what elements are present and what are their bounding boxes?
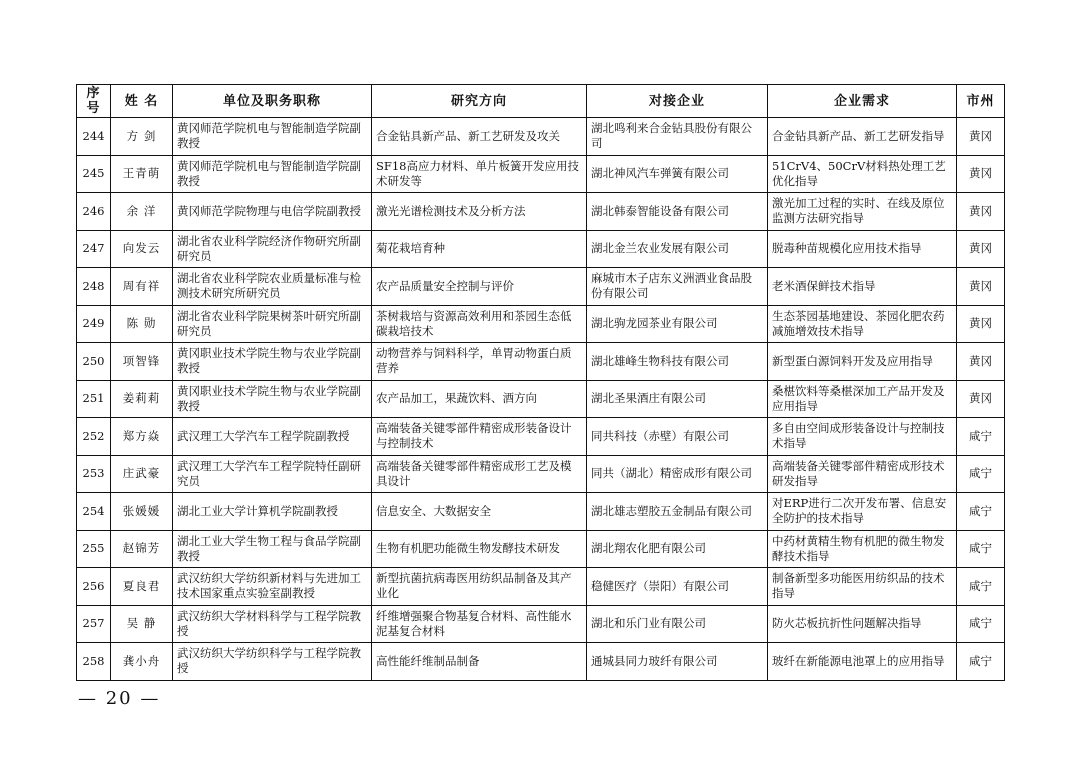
- cell-unit: 黄冈职业技术学院生物与农业学院副教授: [173, 380, 372, 418]
- cell-name: 王青萌: [111, 155, 173, 193]
- cell-name: 吴 静: [111, 605, 173, 643]
- cell-direction: 茶树栽培与资源高效利用和茶园生态低碳栽培技术: [372, 305, 587, 343]
- cell-enterprise: 湖北和乐门业有限公司: [587, 605, 768, 643]
- cell-enterprise: 湖北圣果酒庄有限公司: [587, 380, 768, 418]
- header-need: 企业需求: [768, 85, 957, 118]
- cell-direction: 动物营养与饲料科学，单胃动物蛋白质营养: [372, 343, 587, 381]
- cell-need: 新型蛋白源饲料开发及应用指导: [768, 343, 957, 381]
- table-row: [77, 493, 1005, 531]
- cell-city: 咸宁: [957, 643, 1005, 681]
- table-row: [77, 380, 1005, 418]
- cell-city: 黄冈: [957, 193, 1005, 231]
- cell-enterprise: 通城县同力玻纤有限公司: [587, 643, 768, 681]
- cell-unit: 武汉纺织大学纺织科学与工程学院教授: [173, 643, 372, 681]
- cell-enterprise: 湖北翔农化肥有限公司: [587, 530, 768, 568]
- cell-unit: 黄冈职业技术学院生物与农业学院副教授: [173, 343, 372, 381]
- cell-city: 咸宁: [957, 530, 1005, 568]
- cell-unit: 武汉理工大学汽车工程学院副教授: [173, 418, 372, 456]
- table-row: [77, 230, 1005, 268]
- page-number: — 20 —: [78, 688, 161, 709]
- cell-no: 248: [77, 268, 111, 306]
- cell-no: 255: [77, 530, 111, 568]
- cell-name: 庄武豪: [111, 455, 173, 493]
- cell-need: 防火芯板抗折性问题解决指导: [768, 605, 957, 643]
- cell-unit: 黄冈师范学院物理与电信学院副教授: [173, 193, 372, 231]
- cell-unit: 武汉理工大学汽车工程学院特任副研究员: [173, 455, 372, 493]
- cell-need: 高端装备关键零部件精密成形技术研发指导: [768, 455, 957, 493]
- cell-need: 对ERP进行二次开发布署、信息安全防护的技术指导: [768, 493, 957, 531]
- cell-no: 251: [77, 380, 111, 418]
- cell-unit: 武汉纺织大学纺织新材料与先进加工技术国家重点实验室副教授: [173, 568, 372, 606]
- cell-unit: 武汉纺织大学材料科学与工程学院教授: [173, 605, 372, 643]
- cell-name: 龚小舟: [111, 643, 173, 681]
- cell-need: 合金钻具新产品、新工艺研发指导: [768, 118, 957, 156]
- cell-city: 黄冈: [957, 343, 1005, 381]
- cell-unit: 湖北工业大学生物工程与食品学院副教授: [173, 530, 372, 568]
- cell-city: 咸宁: [957, 605, 1005, 643]
- cell-city: 黄冈: [957, 230, 1005, 268]
- cell-name: 陈 勋: [111, 305, 173, 343]
- cell-need: 激光加工过程的实时、在线及原位监测方法研究指导: [768, 193, 957, 231]
- cell-city: 黄冈: [957, 380, 1005, 418]
- cell-unit: 湖北省农业科学院果树茶叶研究所副研究员: [173, 305, 372, 343]
- cell-name: 余 洋: [111, 193, 173, 231]
- cell-name: 夏良君: [111, 568, 173, 606]
- cell-name: 方 剑: [111, 118, 173, 156]
- table-row: [77, 155, 1005, 193]
- cell-need: 桑椹饮料等桑椹深加工产品开发及应用指导: [768, 380, 957, 418]
- cell-city: 咸宁: [957, 455, 1005, 493]
- cell-direction: 高性能纤维制品制备: [372, 643, 587, 681]
- expert-matching-table: [76, 84, 1005, 681]
- cell-enterprise: 湖北驹龙园茶业有限公司: [587, 305, 768, 343]
- cell-name: 赵锦芳: [111, 530, 173, 568]
- cell-no: 252: [77, 418, 111, 456]
- cell-need: 多自由空间成形装备设计与控制技术指导: [768, 418, 957, 456]
- cell-enterprise: 同共科技（赤壁）有限公司: [587, 418, 768, 456]
- cell-need: 生态茶园基地建设、茶园化肥农药减施增效技术指导: [768, 305, 957, 343]
- cell-name: 张媛媛: [111, 493, 173, 531]
- cell-unit: 黄冈师范学院机电与智能制造学院副教授: [173, 155, 372, 193]
- cell-no: 246: [77, 193, 111, 231]
- header-direction: 研究方向: [372, 85, 587, 118]
- cell-need: 脱毒种苗规模化应用技术指导: [768, 230, 957, 268]
- cell-name: 向发云: [111, 230, 173, 268]
- cell-no: 257: [77, 605, 111, 643]
- table-row: [77, 605, 1005, 643]
- cell-enterprise: 湖北鸣利来合金钻具股份有限公司: [587, 118, 768, 156]
- cell-direction: 高端装备关键零部件精密成形装备设计与控制技术: [372, 418, 587, 456]
- cell-name: 姜莉莉: [111, 380, 173, 418]
- table-row: [77, 643, 1005, 681]
- cell-no: 244: [77, 118, 111, 156]
- table-row: [77, 568, 1005, 606]
- header-name: 姓 名: [111, 85, 173, 118]
- table-row: [77, 305, 1005, 343]
- cell-unit: 湖北省农业科学院农业质量标准与检测技术研究所研究员: [173, 268, 372, 306]
- cell-enterprise: 湖北韩泰智能设备有限公司: [587, 193, 768, 231]
- cell-name: 项智锋: [111, 343, 173, 381]
- cell-unit: 黄冈师范学院机电与智能制造学院副教授: [173, 118, 372, 156]
- header-city: 市州: [957, 85, 1005, 118]
- cell-direction: 农产品质量安全控制与评价: [372, 268, 587, 306]
- header-unit: 单位及职务职称: [173, 85, 372, 118]
- cell-enterprise: 湖北雄志塑胶五金制品有限公司: [587, 493, 768, 531]
- header-enterprise: 对接企业: [587, 85, 768, 118]
- cell-direction: 信息安全、大数据安全: [372, 493, 587, 531]
- cell-enterprise: 麻城市木子店东义洲酒业食品股份有限公司: [587, 268, 768, 306]
- cell-enterprise: 稳健医疗（崇阳）有限公司: [587, 568, 768, 606]
- cell-no: 254: [77, 493, 111, 531]
- table-row: [77, 268, 1005, 306]
- cell-need: 老米酒保鲜技术指导: [768, 268, 957, 306]
- header-no: 序号: [77, 85, 111, 118]
- cell-city: 咸宁: [957, 493, 1005, 531]
- cell-direction: 农产品加工，果蔬饮料、酒方向: [372, 380, 587, 418]
- cell-enterprise: 湖北金兰农业发展有限公司: [587, 230, 768, 268]
- cell-name: 周有祥: [111, 268, 173, 306]
- cell-direction: 合金钻具新产品、新工艺研发及攻关: [372, 118, 587, 156]
- table-row: [77, 455, 1005, 493]
- cell-direction: SF18高应力材料、单片板簧开发应用技术研发等: [372, 155, 587, 193]
- cell-unit: 湖北省农业科学院经济作物研究所副研究员: [173, 230, 372, 268]
- cell-no: 247: [77, 230, 111, 268]
- cell-enterprise: 同共（湖北）精密成形有限公司: [587, 455, 768, 493]
- cell-enterprise: 湖北雄峰生物科技有限公司: [587, 343, 768, 381]
- table-row: [77, 343, 1005, 381]
- table-header-row: [77, 85, 1005, 118]
- cell-city: 黄冈: [957, 268, 1005, 306]
- table-row: [77, 418, 1005, 456]
- cell-no: 258: [77, 643, 111, 681]
- cell-direction: 高端装备关键零部件精密成形工艺及模具设计: [372, 455, 587, 493]
- table-row: [77, 530, 1005, 568]
- cell-city: 咸宁: [957, 568, 1005, 606]
- cell-enterprise: 湖北神风汽车弹簧有限公司: [587, 155, 768, 193]
- cell-need: 中药材黄精生物有机肥的微生物发酵技术指导: [768, 530, 957, 568]
- cell-need: 玻纤在新能源电池罩上的应用指导: [768, 643, 957, 681]
- table-row: [77, 118, 1005, 156]
- cell-city: 黄冈: [957, 118, 1005, 156]
- cell-city: 咸宁: [957, 418, 1005, 456]
- cell-unit: 湖北工业大学计算机学院副教授: [173, 493, 372, 531]
- table-row: [77, 193, 1005, 231]
- cell-direction: 生物有机肥功能微生物发酵技术研发: [372, 530, 587, 568]
- table-body: [77, 118, 1005, 681]
- cell-direction: 新型抗菌抗病毒医用纺织品制备及其产业化: [372, 568, 587, 606]
- cell-no: 256: [77, 568, 111, 606]
- cell-direction: 纤维增强聚合物基复合材料、高性能水泥基复合材料: [372, 605, 587, 643]
- cell-no: 245: [77, 155, 111, 193]
- cell-no: 253: [77, 455, 111, 493]
- cell-need: 51CrV4、50CrV材料热处理工艺优化指导: [768, 155, 957, 193]
- cell-city: 黄冈: [957, 305, 1005, 343]
- cell-name: 郑方焱: [111, 418, 173, 456]
- cell-direction: 激光光谱检测技术及分析方法: [372, 193, 587, 231]
- cell-need: 制备新型多功能医用纺织品的技术指导: [768, 568, 957, 606]
- cell-city: 黄冈: [957, 155, 1005, 193]
- cell-no: 250: [77, 343, 111, 381]
- cell-no: 249: [77, 305, 111, 343]
- cell-direction: 菊花栽培育种: [372, 230, 587, 268]
